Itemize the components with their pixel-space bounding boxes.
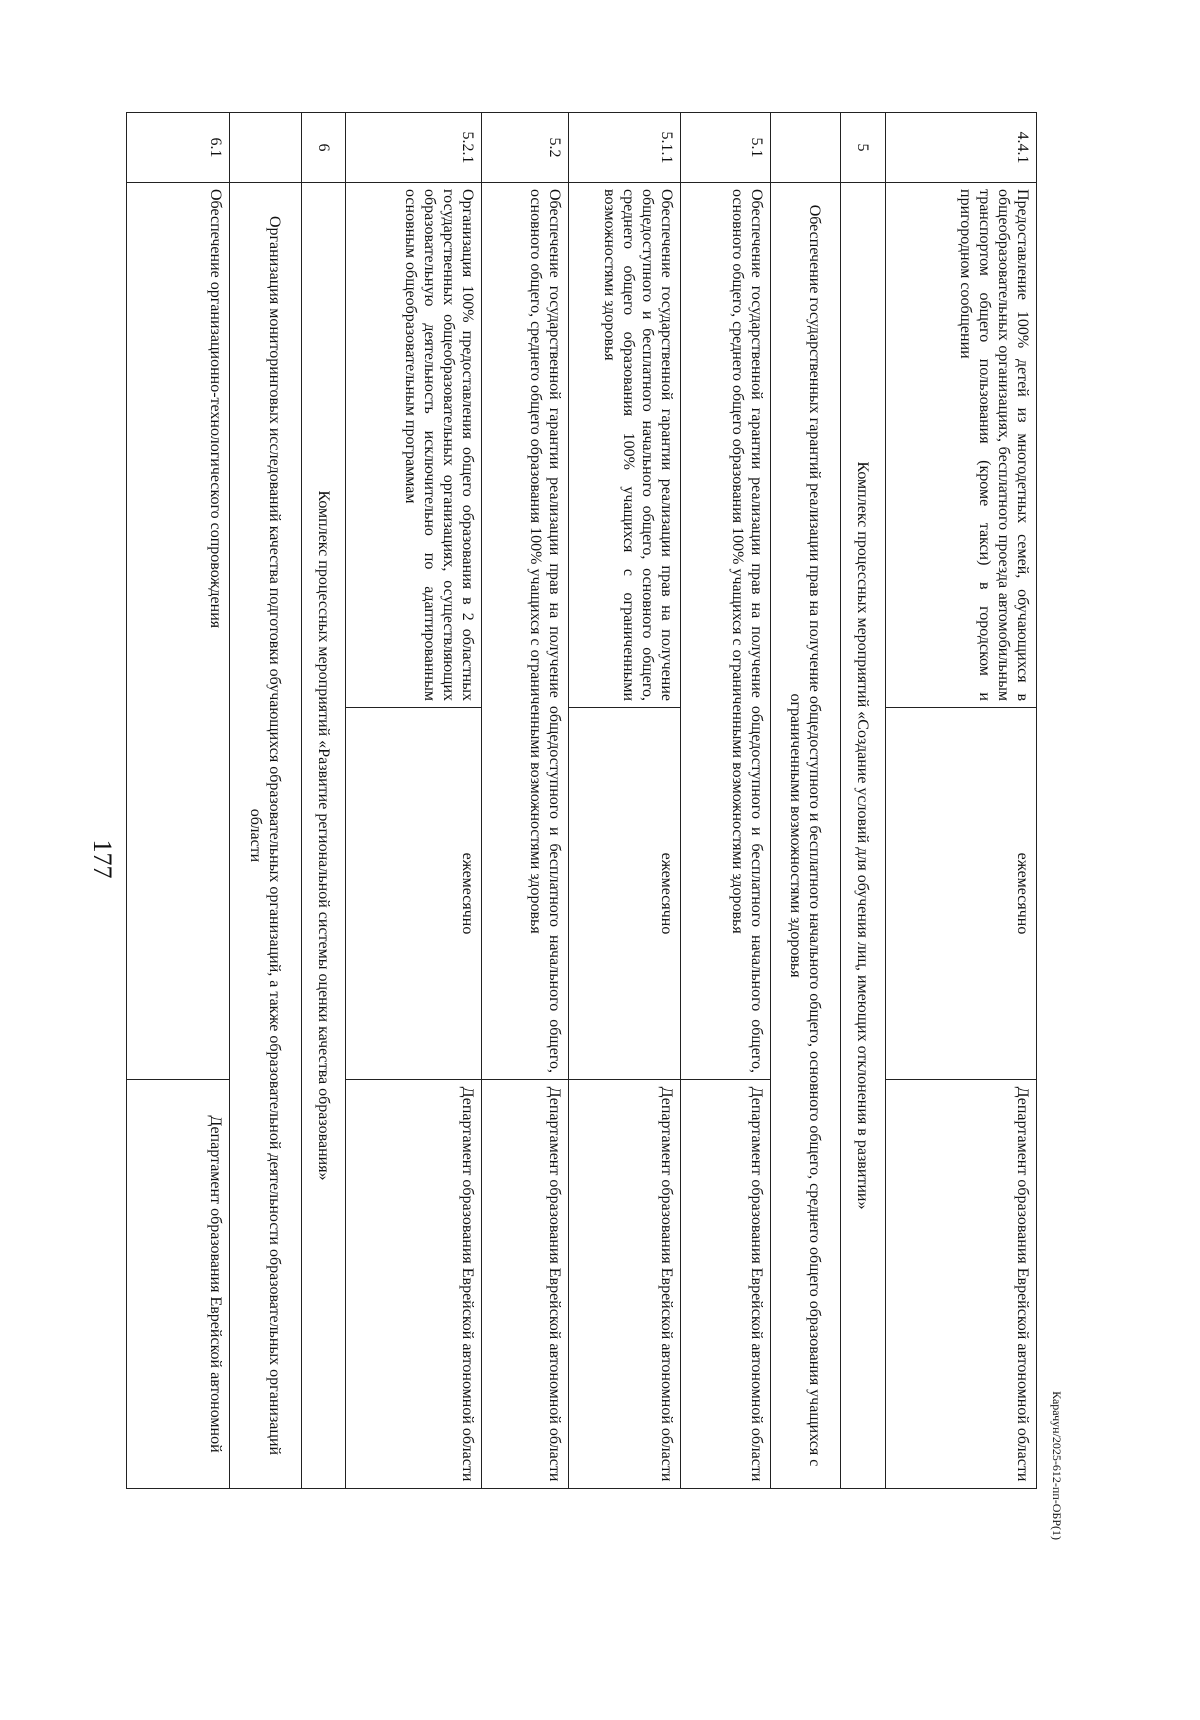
row-responsible: Департамент образования Еврейской автономной области bbox=[569, 1080, 681, 1489]
table-row bbox=[302, 113, 346, 1489]
table-row bbox=[841, 113, 886, 1489]
table-row bbox=[569, 113, 681, 1489]
row-description: Обеспечение государственной гарантии реализации прав на получение общедоступного и бесплатного начального общего, основного общего, среднего общего образования 100% учащихся с ограниченными возможностями здоровья bbox=[681, 183, 771, 1080]
row-description: Организация 100% предоставления общего образования в 2 областных государственных общеобразовательных организациях, осуществляющих образовательную деятельность исключительно по адаптированным основным общеобразовательным программам bbox=[346, 183, 482, 708]
table-row bbox=[886, 113, 1037, 1489]
row-responsible: Департамент образования Еврейской автономной области bbox=[886, 1080, 1037, 1489]
table-row bbox=[346, 113, 482, 1489]
table-row bbox=[771, 113, 841, 1489]
section-subtitle: Обеспечение государственных гарантий реализации прав на получение общедоступного и бесплатного начального общего, основного общего, среднего общего образования учащихся с ограниченными возможностями здоровья bbox=[771, 183, 841, 1489]
row-responsible: Департамент образования Еврейской автономной области bbox=[681, 1080, 771, 1489]
row-number bbox=[230, 113, 302, 183]
row-responsible: Департамент образования Еврейской автономной области bbox=[482, 1080, 569, 1489]
row-frequency: ежемесячно bbox=[346, 708, 482, 1080]
row-description: Обеспечение государственной гарантии реализации прав на получение общедоступного и бесплатного начального общего, основного общего, среднего общего образования 100% учащихся с ограниченными возможностями здоровья bbox=[569, 183, 681, 708]
row-frequency: ежемесячно bbox=[886, 708, 1037, 1080]
page-number: 177 bbox=[88, 839, 117, 879]
row-number: 6.1 bbox=[127, 113, 230, 183]
table-row bbox=[681, 113, 771, 1489]
row-responsible: Департамент образования Еврейской автономной bbox=[127, 1080, 230, 1489]
row-number: 5.2.1 bbox=[346, 113, 482, 183]
row-number bbox=[771, 113, 841, 183]
row-number: 4.4.1 bbox=[886, 113, 1037, 183]
section-title: Комплекс процессных мероприятий «Создание условий для обучения лиц, имеющих отклонения в развитии» bbox=[841, 183, 886, 1489]
section-title: Комплекс процессных мероприятий «Развитие региональной системы оценки качества образования» bbox=[302, 183, 346, 1489]
row-number: 5 bbox=[841, 113, 886, 183]
section-subtitle: Организация мониторинговых исследований качества подготовки обучающихся образовательных организаций, а также образовательной деятельности образовательных организаций области bbox=[230, 183, 302, 1489]
table-row bbox=[127, 113, 230, 1489]
row-number: 5.2 bbox=[482, 113, 569, 183]
row-number: 6 bbox=[302, 113, 346, 183]
row-number: 5.1.1 bbox=[569, 113, 681, 183]
row-description: Предоставление 100% детей из многодетных семей, обучающихся в общеобразовательных организациях, бесплатного проезда автомобильным транспортом общего пользования (кроме такси) в городском и пригородном сообщении bbox=[886, 183, 1037, 708]
row-description: Обеспечение организационно-технологического сопровождения bbox=[127, 183, 230, 1080]
row-number: 5.1 bbox=[681, 113, 771, 183]
table-row bbox=[482, 113, 569, 1489]
row-description: Обеспечение государственной гарантии реализации прав на получение общедоступного и бесплатного начального общего, основного общего, среднего общего образования 100% учащихся с ограниченными возможностями здоровья bbox=[482, 183, 569, 1080]
document-code: Карачун/2025-612-пп-ОБР(1) bbox=[1050, 1391, 1064, 1540]
table-row bbox=[230, 113, 302, 1489]
row-responsible: Департамент образования Еврейской автономной области bbox=[346, 1080, 482, 1489]
rotated-page-content bbox=[127, 112, 1037, 1488]
program-table bbox=[126, 112, 1037, 1489]
row-frequency: ежемесячно bbox=[569, 708, 681, 1080]
